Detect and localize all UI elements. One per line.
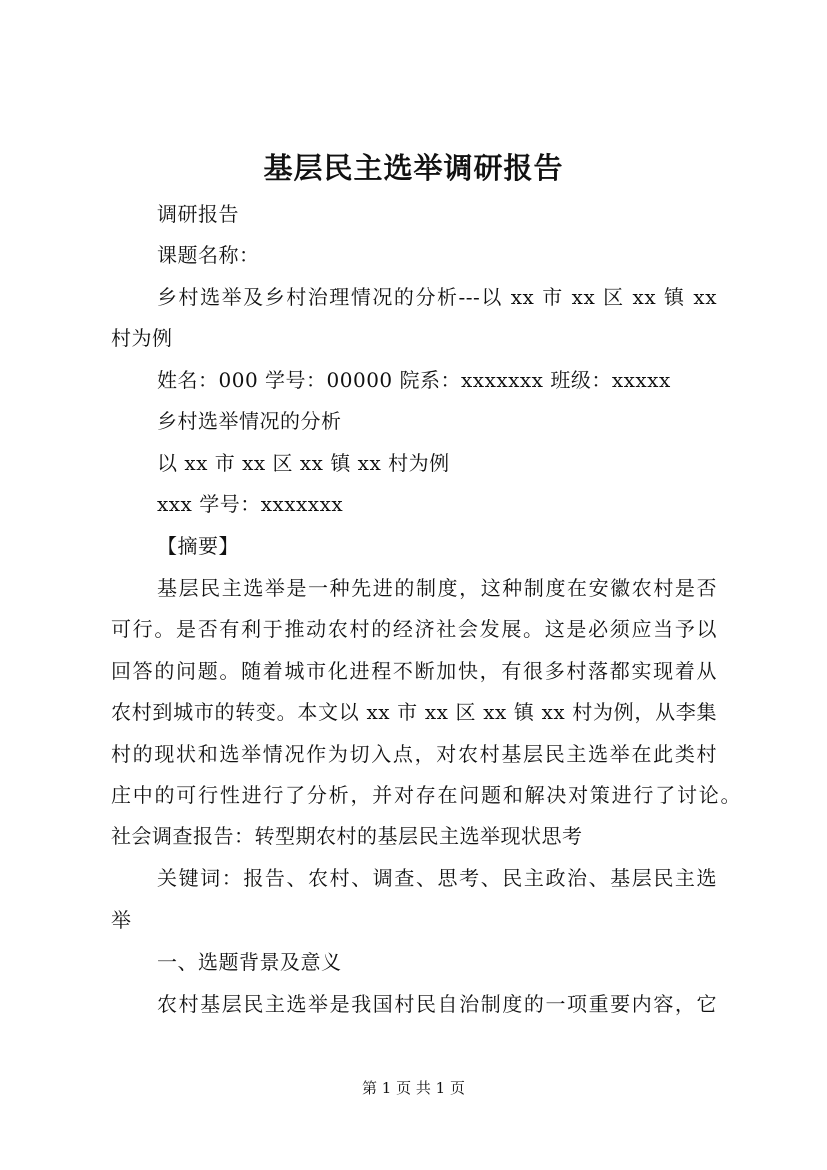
text-line: 以 xx 市 xx 区 xx 镇 xx 村为例: [157, 451, 450, 475]
text-line: 举: [111, 908, 132, 932]
text-line: 村的现状和选举情况作为切入点，对农村基层民主选举在此类村: [111, 742, 717, 766]
text-line: 农村到城市的转变。本文以 xx 市 xx 区 xx 镇 xx 村为例，从李集: [111, 700, 717, 724]
text-line: 基层民主选举是一种先进的制度，这种制度在安徽农村是否: [157, 576, 717, 600]
text-line: 回答的问题。随着城市化进程不断加快，有很多村落都实现着从: [111, 659, 717, 683]
keywords-line: 关键词：报告、农村、调查、思考、民主政治、基层民主选: [157, 866, 717, 890]
text-line: 可行。是否有利于推动农村的经济社会发展。这是必须应当予以: [111, 617, 717, 641]
text-line: xxx 学号：xxxxxxx: [157, 492, 344, 516]
page-footer: 第 1 页 共 1 页: [362, 1079, 465, 1097]
document-title: 基层民主选举调研报告: [263, 151, 564, 185]
section-heading: 一、选题背景及意义: [157, 950, 342, 974]
text-line: 乡村选举情况的分析: [157, 409, 342, 433]
text-line: 农村基层民主选举是我国村民自治制度的一项重要内容，它: [157, 992, 717, 1016]
text-line: 姓名：000 学号：00000 院系：xxxxxxx 班级：xxxxx: [157, 368, 671, 392]
abstract-heading: 【摘要】: [157, 534, 239, 558]
text-line: 调研报告: [157, 202, 239, 226]
text-line: 课题名称：: [157, 243, 260, 267]
text-line: 乡村选举及乡村治理情况的分析---以 xx 市 xx 区 xx 镇 xx: [157, 285, 717, 309]
text-line: 村为例: [111, 326, 173, 350]
text-line: 社会调查报告：转型期农村的基层民主选举现状思考: [111, 824, 583, 848]
text-line: 庄中的可行性进行了分析，并对存在问题和解决对策进行了讨论。: [111, 783, 741, 807]
